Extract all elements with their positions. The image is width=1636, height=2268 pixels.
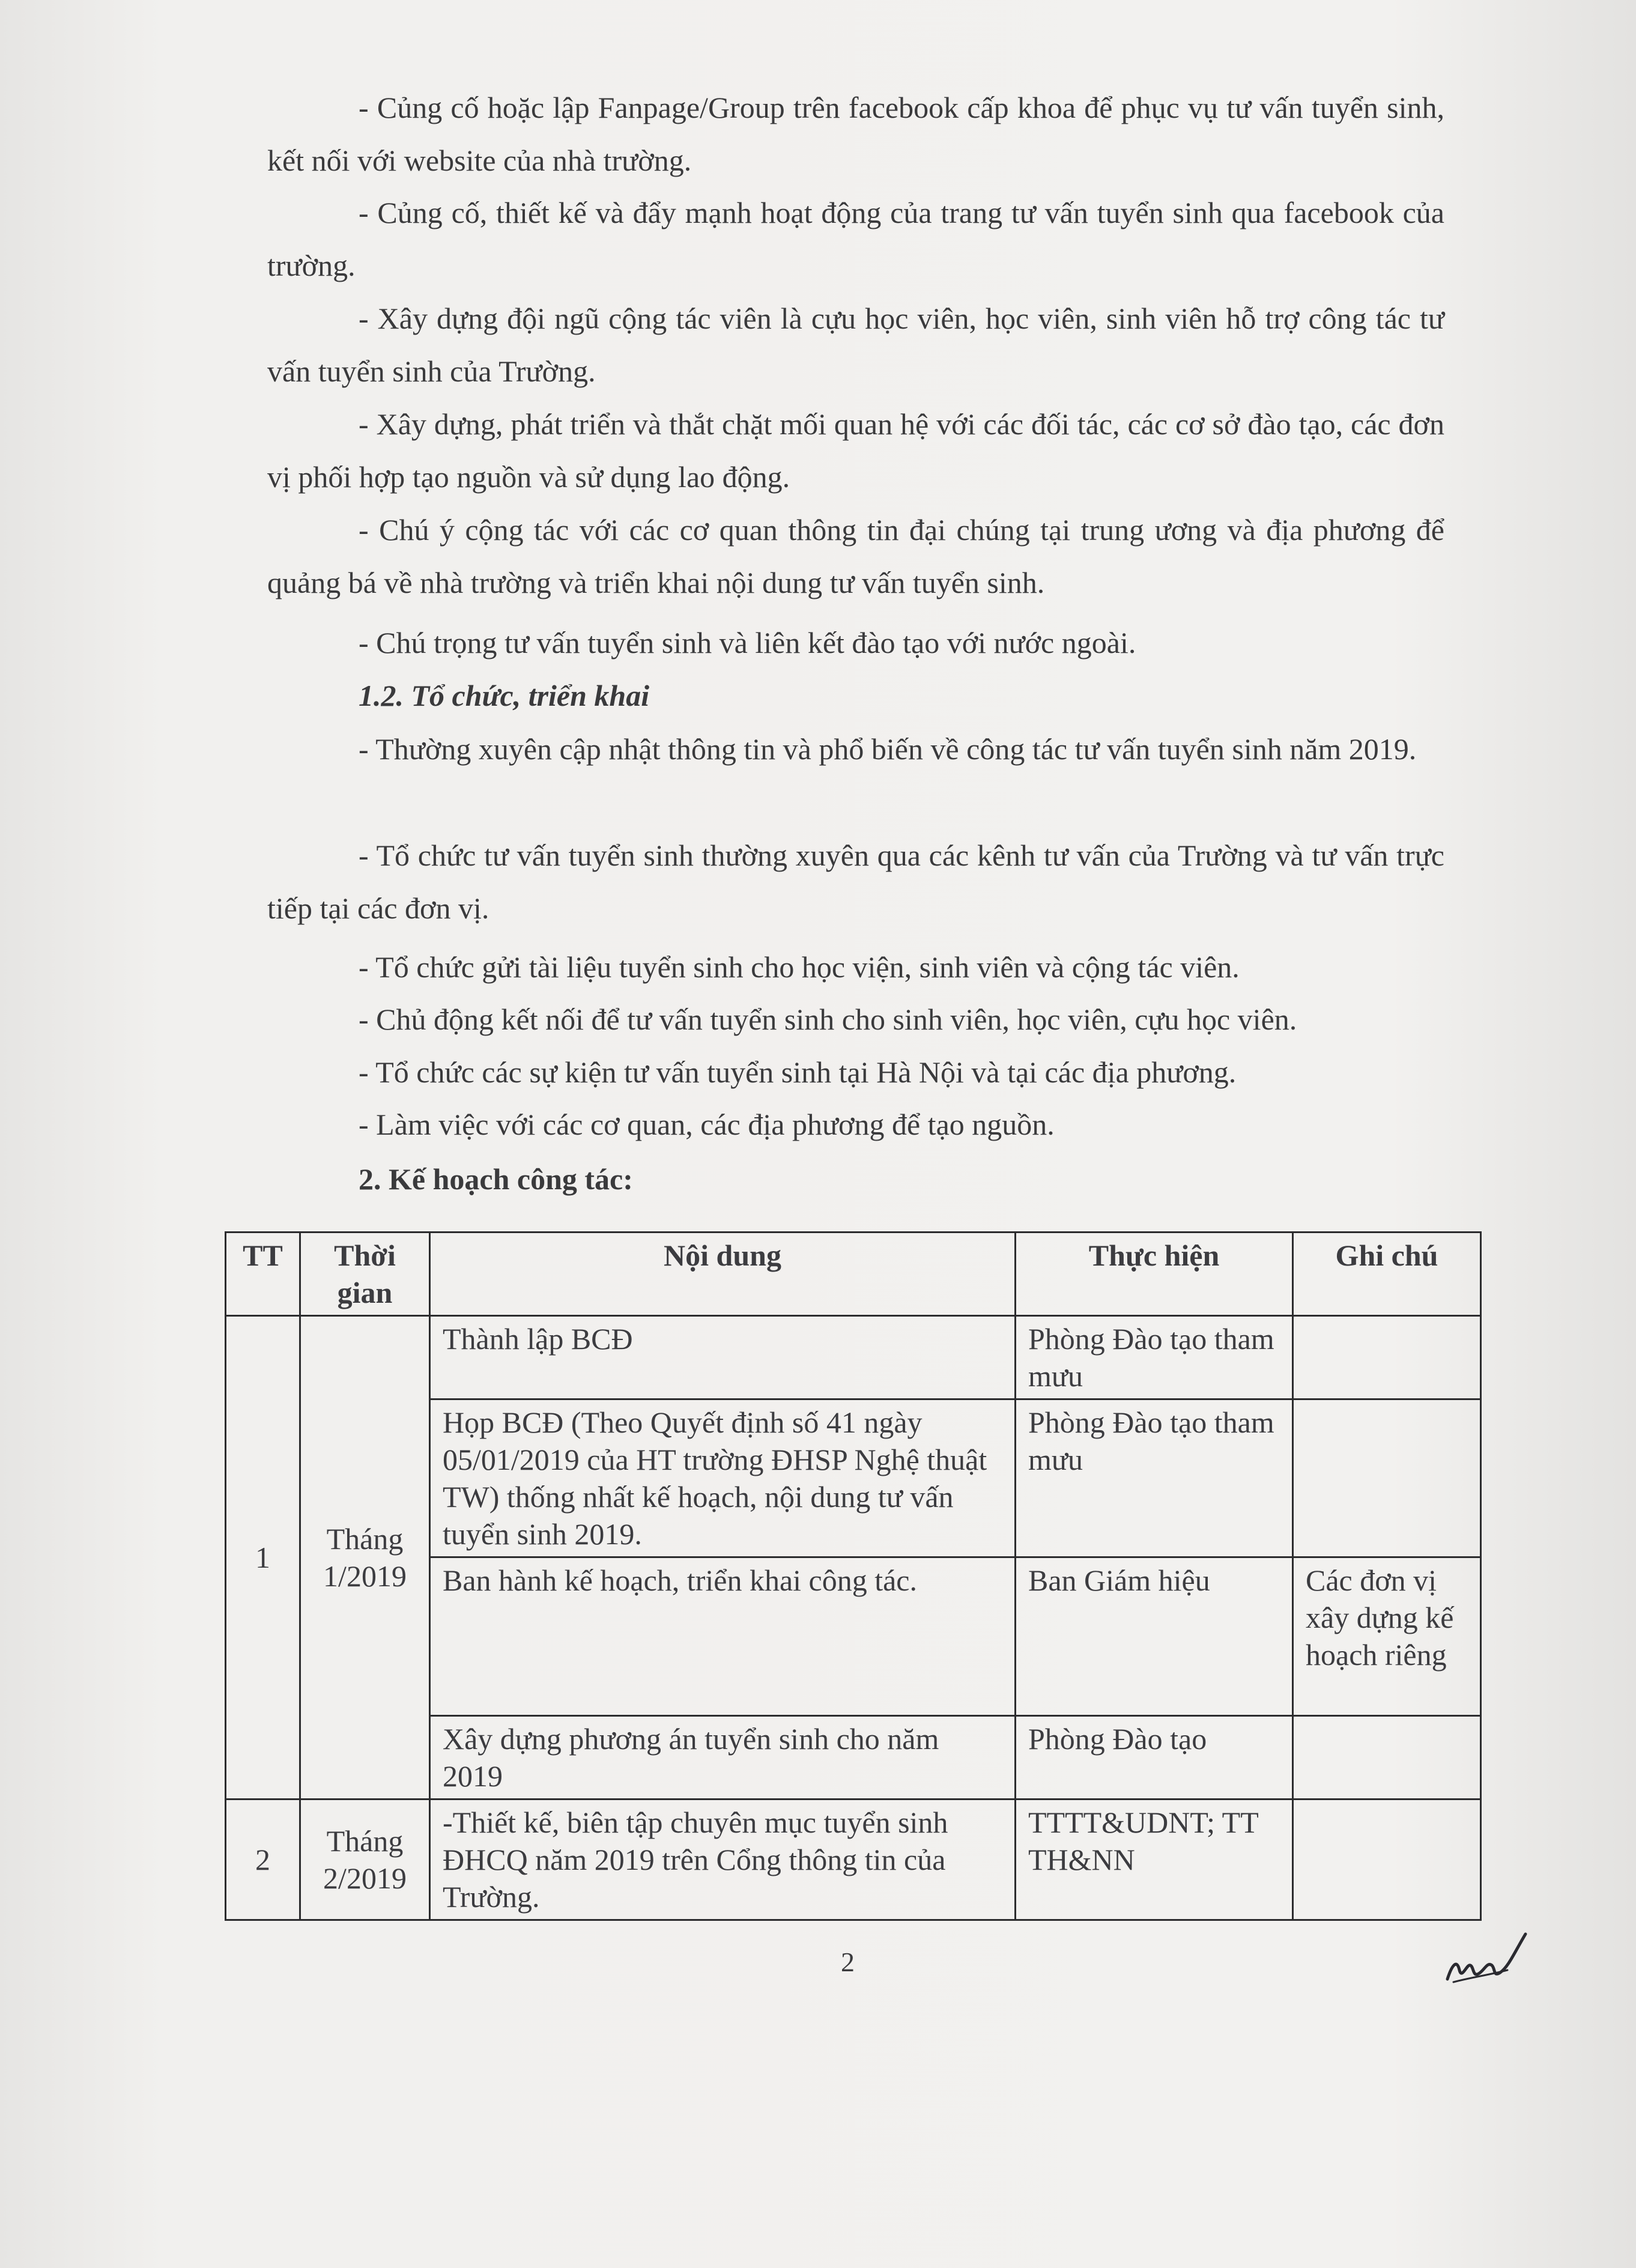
cell-tt: 1	[226, 1316, 300, 1800]
bullet-send-documents: - Tổ chức gửi tài liệu tuyển sinh cho học viện, sinh viên và cộng tác viên.	[359, 950, 1240, 984]
cell-content: Xây dựng phương án tuyển sinh cho năm 2019	[430, 1716, 1016, 1800]
cell-responsible: Phòng Đào tạo tham mưu	[1016, 1399, 1293, 1557]
cell-content: Ban hành kế hoạch, triển khai công tác.	[430, 1557, 1016, 1716]
cell-note	[1293, 1316, 1481, 1399]
section-1-2-heading: 1.2. Tổ chức, triển khai	[359, 679, 650, 712]
cell-note	[1293, 1716, 1481, 1800]
cell-responsible: Ban Giám hiệu	[1016, 1557, 1293, 1716]
cell-content: -Thiết kế, biên tập chuyên mục tuyển sinh ĐHCQ năm 2019 trên Cổng thông tin của Trường.	[430, 1800, 1016, 1920]
handwritten-initials	[1435, 1922, 1531, 1994]
cell-responsible: TTTT&UDNT; TT TH&NN	[1016, 1800, 1293, 1920]
work-plan-table	[225, 1231, 1482, 1921]
bullet-fanpage: - Củng cố hoặc lập Fanpage/Group trên facebook cấp khoa để phục vụ tư vấn tuyển sinh, kết nối với website của nhà trường.	[267, 91, 1444, 177]
bullet-collaborators: - Xây dựng đội ngũ cộng tác viên là cựu học viên, học viên, sinh viên hỗ trợ công tác tư vấn tuyển sinh của Trường.	[267, 302, 1444, 388]
bullet-events: - Tổ chức các sự kiện tư vấn tuyển sinh tại Hà Nội và tại các địa phương.	[359, 1055, 1237, 1089]
bullet-foreign-cooperation: - Chú trọng tư vấn tuyển sinh và liên kết đào tạo với nước ngoài.	[359, 626, 1136, 659]
bullet-media: - Chú ý cộng tác với các cơ quan thông tin đại chúng tại trung ương và địa phương để quảng bá về nhà trường và triển khai nội dung tư vấn tuyển sinh.	[267, 513, 1444, 599]
table-header-row	[226, 1233, 1481, 1316]
table-row	[226, 1316, 1481, 1399]
cell-content: Thành lập BCĐ	[430, 1316, 1016, 1399]
cell-note	[1293, 1399, 1481, 1557]
header-tt: TT	[226, 1233, 300, 1316]
page-number: 2	[841, 1947, 855, 1977]
bullet-partners: - Xây dựng, phát triển và thắt chặt mối quan hệ với các đối tác, các cơ sở đào tạo, các đơn vị phối hợp tạo nguồn và sử dụng lao động.	[267, 407, 1444, 494]
header-time: Thời gian	[300, 1233, 430, 1316]
bullet-facebook-page: - Củng cố, thiết kế và đẩy mạnh hoạt động của trang tư vấn tuyển sinh qua facebook của trường.	[267, 196, 1444, 282]
cell-responsible: Phòng Đào tạo	[1016, 1716, 1293, 1800]
cell-time: Tháng 1/2019	[300, 1316, 430, 1800]
cell-note	[1293, 1800, 1481, 1920]
cell-content: Họp BCĐ (Theo Quyết định số 41 ngày 05/01/2019 của HT trường ĐHSP Nghệ thuật TW) thống nhất kế hoạch, nội dung tư vấn tuyển sinh 2019.	[430, 1399, 1016, 1557]
header-responsible: Thực hiện	[1016, 1233, 1293, 1316]
header-note: Ghi chú	[1293, 1233, 1481, 1316]
table-row	[226, 1800, 1481, 1920]
section-2-heading: 2. Kế hoạch công tác:	[359, 1162, 633, 1196]
bullet-update-info: - Thường xuyên cập nhật thông tin và phổ biến về công tác tư vấn tuyển sinh năm 2019.	[359, 732, 1417, 766]
bullet-work-with-agencies: - Làm việc với các cơ quan, các địa phương để tạo nguồn.	[359, 1108, 1055, 1141]
cell-note: Các đơn vị xây dựng kế hoạch riêng	[1293, 1557, 1481, 1716]
bullet-regular-consulting: - Tổ chức tư vấn tuyển sinh thường xuyên qua các kênh tư vấn của Trường và tư vấn trực tiếp tại các đơn vị.	[267, 838, 1444, 925]
header-content: Nội dung	[430, 1233, 1016, 1316]
cell-time: Tháng 2/2019	[300, 1800, 430, 1920]
cell-responsible: Phòng Đào tạo tham mưu	[1016, 1316, 1293, 1399]
cell-tt: 2	[226, 1800, 300, 1920]
bullet-connect: - Chủ động kết nối để tư vấn tuyển sinh cho sinh viên, học viên, cựu học viên.	[359, 1002, 1297, 1036]
